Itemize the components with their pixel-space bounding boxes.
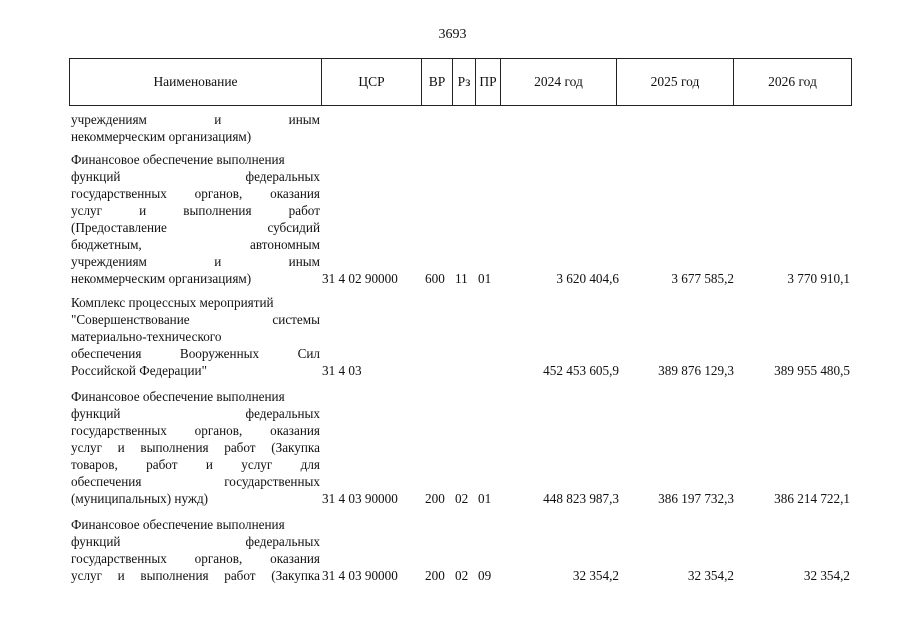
- header-pr: ПР: [476, 59, 501, 106]
- header-rz: Рз: [453, 59, 476, 106]
- row-name-line: материально-технического: [71, 329, 222, 344]
- row-pr: 01: [478, 271, 492, 286]
- header-2026: 2026 год: [734, 59, 852, 106]
- row-2025: 386 197 732,3: [658, 491, 734, 506]
- row-name-line: Российской Федерации": [71, 363, 207, 378]
- row-name: [71, 151, 320, 287]
- row-name-line: функций федеральных: [71, 406, 320, 421]
- row-name-line: обеспечения Вооруженных Сил: [71, 346, 320, 361]
- row-name-line: бюджетным, автономным: [71, 237, 320, 252]
- row-name: [71, 516, 320, 584]
- row-2026: 386 214 722,1: [774, 491, 850, 506]
- row-2024: 448 823 987,3: [543, 491, 619, 506]
- header-vr: ВР: [422, 59, 453, 106]
- row-name-line: функций федеральных: [71, 169, 320, 184]
- row-vr: 200: [425, 491, 445, 506]
- row-2026: 3 770 910,1: [787, 271, 850, 286]
- header-2024: 2024 год: [501, 59, 617, 106]
- row-pr: 01: [478, 491, 492, 506]
- row-name-line: услуг и выполнения работ (Закупка: [71, 440, 320, 455]
- row-name-line: государственных органов, оказания: [71, 423, 320, 438]
- row-2026: 389 955 480,5: [774, 363, 850, 378]
- row-2024: 452 453 605,9: [543, 363, 619, 378]
- row-name-line: "Совершенствование системы: [71, 312, 320, 327]
- page-number: 3693: [438, 27, 467, 42]
- row-name-line: обеспечения государственных: [71, 474, 320, 489]
- row-2025: 3 677 585,2: [671, 271, 734, 286]
- row-2025: 389 876 129,3: [658, 363, 734, 378]
- table-header: [69, 58, 852, 106]
- row-vr: 200: [425, 568, 445, 583]
- row-csr: 31 4 03 90000: [322, 568, 398, 583]
- row-name-line: учреждениям и иным: [71, 112, 320, 127]
- row-2025: 32 354,2: [687, 568, 734, 583]
- row-csr: 31 4 02 90000: [322, 271, 398, 286]
- row-vr: 600: [425, 271, 445, 286]
- row-name-line: Комплекс процессных мероприятий: [71, 295, 274, 310]
- row-csr: 31 4 03: [322, 363, 362, 378]
- row-rz: 02: [455, 491, 469, 506]
- header-2025: 2025 год: [617, 59, 734, 106]
- row-2026: 32 354,2: [803, 568, 850, 583]
- row-name-line: (Предоставление субсидий: [71, 220, 320, 235]
- row-name-line: (муниципальных) нужд): [71, 491, 209, 506]
- row-name-line: некоммерческим организациям): [71, 271, 252, 286]
- row-2024: 3 620 404,6: [556, 271, 619, 286]
- row-2024: 32 354,2: [572, 568, 619, 583]
- row-rz: 11: [455, 271, 468, 286]
- header-name: Наименование: [70, 59, 322, 106]
- row-name-line: Финансовое обеспечение выполнения: [71, 389, 285, 404]
- row-name-line: государственных органов, оказания: [71, 551, 320, 566]
- row-name-line: Финансовое обеспечение выполнения: [71, 152, 285, 167]
- row-pr: 09: [478, 568, 492, 583]
- row-name-line: государственных органов, оказания: [71, 186, 320, 201]
- row-name: [71, 388, 320, 507]
- row-csr: 31 4 03 90000: [322, 491, 398, 506]
- row-name-line: товаров, работ и услуг для: [71, 457, 320, 472]
- row-name-line: Финансовое обеспечение выполнения: [71, 517, 285, 532]
- row-name: [71, 294, 320, 379]
- row-rz: 02: [455, 568, 469, 583]
- row-name-line: учреждениям и иным: [71, 254, 320, 269]
- row-name-line: услуг и выполнения работ (Закупка: [71, 568, 320, 583]
- row-name-line: услуг и выполнения работ: [71, 203, 320, 218]
- row-name-line: функций федеральных: [71, 534, 320, 549]
- row-name: [71, 111, 320, 145]
- row-name-line: некоммерческим организациям): [71, 129, 252, 144]
- header-csr: ЦСР: [322, 59, 422, 106]
